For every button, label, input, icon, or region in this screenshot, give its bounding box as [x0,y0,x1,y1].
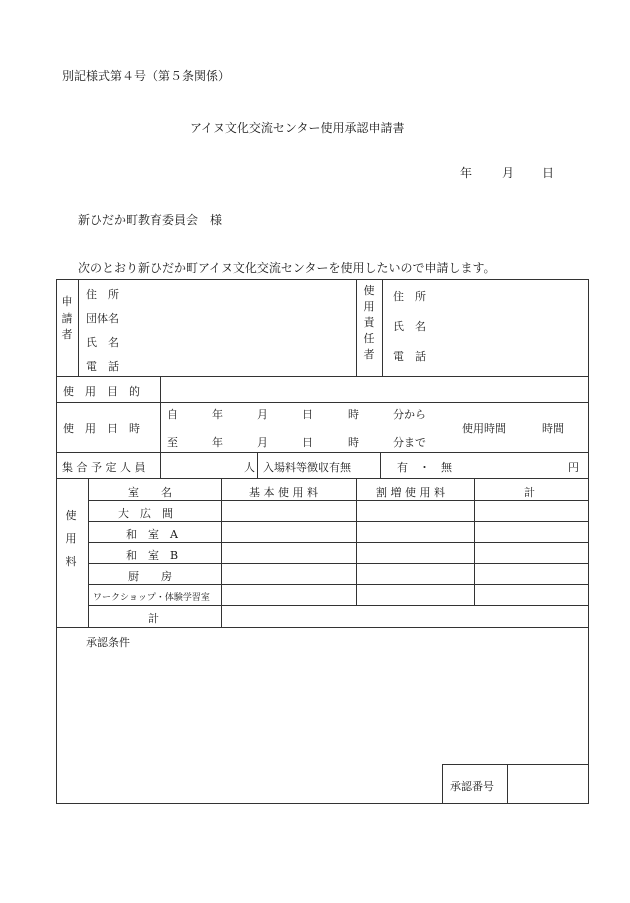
to-day-label: 日 [302,436,313,449]
to-label: 至 [167,436,178,449]
form-number: 別記様式第４号（第５条関係） [62,69,231,83]
addressee: 新ひだか町教育委員会 様 [78,213,223,227]
approval-number-label: 承認番号 [450,780,494,793]
attendance-unit: 人 [244,461,255,474]
admission-fee-amount-field[interactable] [470,454,566,476]
usage-hours-label: 時間 [542,422,564,435]
applicant-group-field[interactable] [130,306,354,328]
from-label: 自 [167,408,178,421]
to-month-label: 月 [257,436,268,449]
date-day-label: 日 [542,166,555,180]
admission-fee-options[interactable]: 有 ・ 無 [397,461,452,474]
responsible-address-field[interactable] [440,283,586,309]
from-month-label: 月 [257,408,268,421]
fees-header-total: 計 [524,486,535,499]
fees-header-room: 室 名 [128,486,172,499]
approval-conditions-field[interactable] [58,650,440,800]
usage-time-label: 使用時間 [462,422,506,435]
fees-grand-total-field[interactable] [222,606,587,626]
applicant-address-label: 住 所 [86,288,119,301]
date-year-label: 年 [460,166,473,180]
applicant-section-label: 申 請 者 [61,295,73,341]
applicant-name-field[interactable] [130,330,354,352]
admission-fee-label: 入場料等徴収有無 [263,461,351,474]
responsible-name-field[interactable] [440,313,586,339]
from-year-label: 年 [212,408,223,421]
room-name: 大 広 間 [118,507,173,520]
applicant-phone-label: 電 話 [86,360,119,373]
intro-text: 次のとおり新ひだか町アイヌ文化交流センターを使用したいので申請します。 [78,261,496,275]
approval-conditions-label: 承認条件 [86,636,130,649]
attendance-count-field[interactable] [162,454,242,476]
fees-total-label: 計 [148,612,159,625]
room-name: 厨 房 [128,570,172,583]
from-hour-label: 時 [348,408,359,421]
applicant-phone-field[interactable] [130,354,354,374]
applicant-address-field[interactable] [130,282,354,304]
responsible-section-label: 使 用 責 任 者 [363,284,375,361]
usage-datetime-field[interactable] [180,404,450,450]
to-minute-label: 分まで [393,436,426,449]
form-title: アイヌ文化交流センター使用承認申請書 [190,121,405,135]
usage-hours-field[interactable] [508,414,540,438]
responsible-phone-field[interactable] [440,343,586,371]
attendance-label: 集 合 予 定 人 員 [62,461,146,474]
fees-header-basic: 基 本 使 用 料 [249,486,318,499]
responsible-name-label: 氏 名 [393,320,426,333]
from-minute-label: 分から [393,408,426,421]
room-name: 和 室 A [126,528,178,541]
from-day-label: 日 [302,408,313,421]
approval-number-field[interactable] [509,766,587,802]
purpose-label: 使 用 目 的 [63,385,140,398]
fees-header-surcharge: 割 増 使 用 料 [376,486,445,499]
usage-datetime-label: 使 用 日 時 [63,422,140,435]
yen-unit: 円 [568,461,579,474]
applicant-name-label: 氏 名 [86,336,119,349]
applicant-group-label: 団体名 [86,312,119,325]
responsible-phone-label: 電 話 [393,350,426,363]
date-month-label: 月 [502,166,515,180]
purpose-field[interactable] [162,378,586,400]
room-name: 和 室 B [126,549,179,562]
to-hour-label: 時 [348,436,359,449]
responsible-address-label: 住 所 [393,290,426,303]
room-name: ワークショップ・体験学習室 [93,593,210,603]
to-year-label: 年 [212,436,223,449]
fees-input-grid[interactable] [222,501,587,605]
fees-section-label: 使 用 料 [65,509,77,569]
